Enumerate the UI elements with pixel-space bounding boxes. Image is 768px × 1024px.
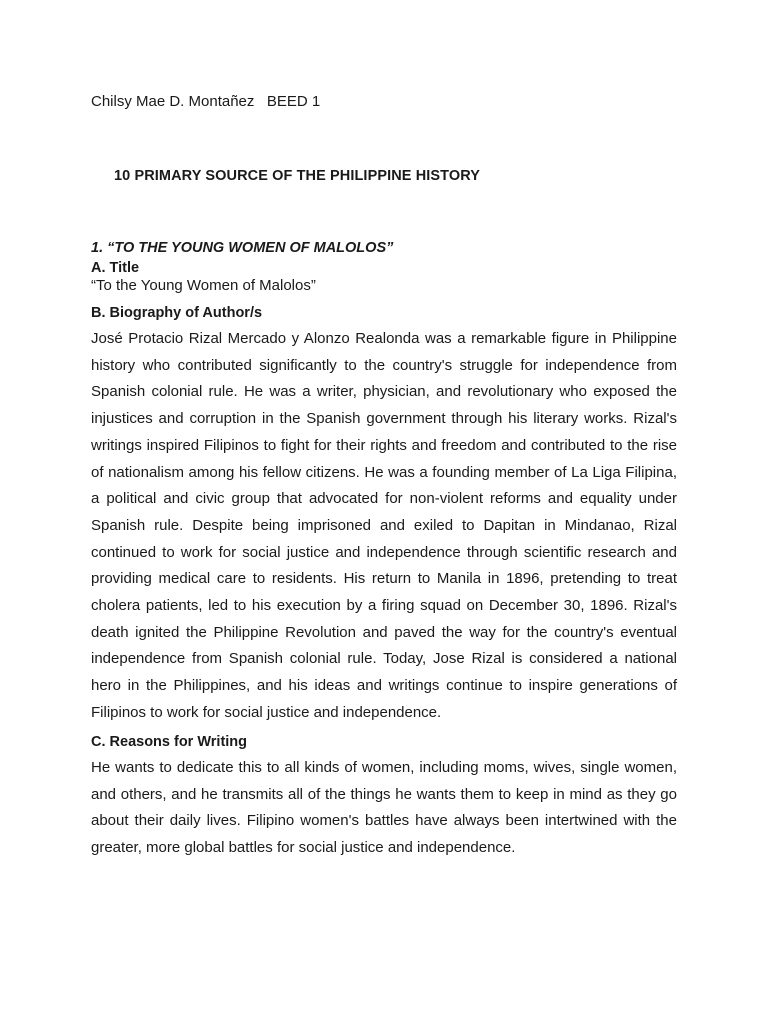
- biography-label: B. Biography of Author/s: [91, 305, 263, 321]
- biography-paragraph: José Protacio Rizal Mercado y Alonzo Realonda was a remarkable figure in Philippine history who contributed significantly to the country's struggle for independence from Spanish colonial rule. He was a writer, physician, and revolutionary who exposed the injustices and corruption in the Spanish government through his literary works. Rizal's writings inspired Filipinos to fight for their rights and freedom and contributed to the rise of nationalism among his fellow citizens. He was a founding member of La Liga Filipina, a political and civic group that advocated for non-violent reforms and equality under Spanish rule. Despite being imprisoned and exiled to Dapitan in Mindanao, Rizal continued to work for social justice and independence through scientific research and providing medical care to residents. His return to Manila in 1896, pretending to treat cholera patients, led to his execution by a firing squad on December 30, 1896. Rizal's death ignited the Philippine Revolution and paved the way for the country's eventual independence from Spanish colonial rule. Today, Jose Rizal is considered a national hero in the Philippines, and his ideas and writings continue to inspire generations of Filipinos to work for social justice and independence.: [91, 330, 677, 721]
- author-name: Chilsy Mae D. Montañez: [91, 93, 255, 110]
- reasons-label: C. Reasons for Writing: [91, 734, 248, 750]
- title-label: A. Title: [91, 260, 140, 276]
- document-title: 10 PRIMARY SOURCE OF THE PHILIPPINE HISTORY: [114, 168, 481, 184]
- section-heading: 1. “TO THE YOUNG WOMEN OF MALOLOS”: [91, 240, 394, 256]
- author-course: BEED 1: [266, 93, 321, 110]
- reasons-paragraph: He wants to dedicate this to all kinds of women, including moms, wives, single women, and others, and he transmits all of the things he wants them to keep in mind as they go about their daily lives. Filipino women's battles have always been intertwined with the greater, more global battles for social justice and independence.: [91, 759, 677, 857]
- title-value: “To the Young Women of Malolos”: [91, 277, 316, 294]
- author-line: [91, 92, 320, 112]
